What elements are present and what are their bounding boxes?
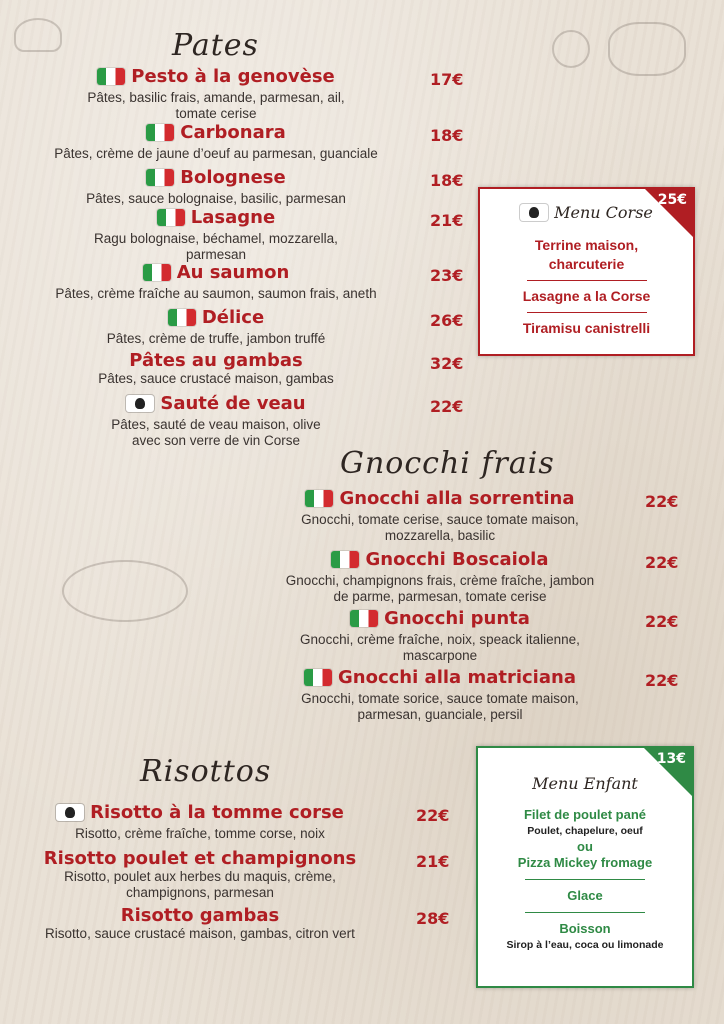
menu-item-title: Au saumon bbox=[176, 262, 290, 283]
italy-flag-icon bbox=[146, 169, 174, 186]
menu-item-price: 21€ bbox=[430, 211, 464, 230]
menu-item-description: parmesan bbox=[185, 247, 247, 262]
menu-item-description: Risotto, sauce crustacé maison, gambas, citron vert bbox=[45, 926, 355, 941]
italy-flag-icon bbox=[305, 490, 333, 507]
menu-item-name bbox=[146, 122, 285, 143]
menu-item-title: Gnocchi punta bbox=[384, 608, 530, 629]
menu-item-description: Ragu bolognaise, béchamel, mozzarella, bbox=[94, 231, 338, 246]
menu-item-price: 28€ bbox=[416, 909, 450, 928]
menu-item-name bbox=[97, 66, 334, 87]
menu-enfant-box bbox=[476, 746, 694, 988]
menu-item bbox=[240, 549, 640, 605]
menu-enfant-line: Sirop à l’eau, coca ou limonade bbox=[506, 939, 664, 951]
italy-flag-icon bbox=[143, 264, 171, 281]
menu-item-name bbox=[157, 207, 275, 228]
menu-corse-title: Menu Corse bbox=[554, 203, 653, 222]
corsica-flag-icon bbox=[126, 395, 154, 412]
menu-item-title: Gnocchi alla sorrentina bbox=[339, 488, 575, 509]
corsica-flag-icon bbox=[56, 804, 84, 821]
menu-item-description: Gnocchi, crème fraîche, noix, speack italienne, bbox=[300, 632, 580, 647]
pates-title: Pates bbox=[172, 28, 259, 63]
menu-item-price: 22€ bbox=[645, 671, 679, 690]
menu-item bbox=[16, 262, 416, 302]
plate-sketch-icon bbox=[62, 560, 188, 622]
italy-flag-icon bbox=[304, 669, 332, 686]
menu-item-price: 17€ bbox=[430, 70, 464, 89]
menu-corse-item: Tiramisu canistrelli bbox=[522, 320, 651, 336]
menu-item bbox=[16, 350, 416, 387]
menu-item-description: Pâtes, sauce crustacé maison, gambas bbox=[98, 371, 334, 386]
menu-item-description: Pâtes, crème de jaune d’oeuf au parmesan, guanciale bbox=[54, 146, 378, 161]
menu-item-price: 18€ bbox=[430, 171, 464, 190]
menu-item-title: Lasagne bbox=[190, 207, 276, 228]
corsica-flag-icon bbox=[520, 204, 548, 221]
menu-item-price: 21€ bbox=[416, 852, 450, 871]
menu-item bbox=[16, 393, 416, 449]
menu-item bbox=[240, 608, 640, 664]
menu-item-price: 22€ bbox=[645, 553, 679, 572]
menu-item-name bbox=[143, 262, 290, 283]
menu-item-title: Bolognese bbox=[180, 167, 286, 188]
menu-item-description: parmesan, guanciale, persil bbox=[357, 707, 523, 722]
italy-flag-icon bbox=[331, 551, 359, 568]
menu-item bbox=[240, 667, 640, 723]
italy-flag-icon bbox=[157, 209, 185, 226]
menu-item-title: Pâtes au gambas bbox=[129, 350, 303, 371]
menu-item-description: Gnocchi, champignons frais, crème fraîche, jambon bbox=[285, 573, 595, 588]
divider bbox=[525, 879, 645, 880]
menu-item-description: Risotto, poulet aux herbes du maquis, crème, bbox=[64, 869, 336, 884]
divider bbox=[527, 312, 647, 313]
menu-item-description: mozzarella, basilic bbox=[384, 528, 496, 543]
menu-corse-item: Terrine maison, bbox=[534, 237, 639, 253]
menu-item-description: Pâtes, basilic frais, amande, parmesan, ail, bbox=[87, 90, 345, 105]
menu-item bbox=[0, 848, 400, 901]
menu-corse-price: 25€ bbox=[657, 192, 687, 208]
menu-item-title: Risotto à la tomme corse bbox=[90, 802, 344, 823]
menu-item-description: de parme, parmesan, tomate cerise bbox=[333, 589, 547, 604]
menu-item-description: Gnocchi, tomate cerise, sauce tomate maison, bbox=[301, 512, 579, 527]
menu-item-name bbox=[146, 167, 285, 188]
menu-item-price: 32€ bbox=[430, 354, 464, 373]
menu-item-title: Risotto gambas bbox=[120, 905, 280, 926]
menu-corse-item: charcuterie bbox=[548, 256, 625, 272]
menu-item-description: Risotto, crème fraîche, tomme corse, noix bbox=[75, 826, 325, 841]
menu-item-description: Pâtes, crème fraîche au saumon, saumon frais, aneth bbox=[55, 286, 377, 301]
italy-flag-icon bbox=[350, 610, 378, 627]
menu-item-price: 22€ bbox=[645, 612, 679, 631]
gnocchi-title: Gnocchi frais bbox=[340, 446, 555, 481]
menu-item-description: Pâtes, sauté de veau maison, olive bbox=[111, 417, 321, 432]
menu-enfant-line: Pizza Mickey fromage bbox=[517, 855, 653, 870]
menu-item-title: Pesto à la genovèse bbox=[131, 66, 335, 87]
menu-item-price: 22€ bbox=[645, 492, 679, 511]
menu-item-name bbox=[121, 905, 279, 926]
menu-item-title: Délice bbox=[201, 307, 265, 328]
menu-item-title: Sauté de veau bbox=[160, 393, 306, 414]
menu-item-description: avec son verre de vin Corse bbox=[131, 433, 301, 448]
menu-item-description: tomate cerise bbox=[175, 106, 257, 121]
menu-item-name bbox=[350, 608, 530, 629]
lemon-sketch-icon bbox=[552, 30, 590, 68]
menu-item-name bbox=[126, 393, 305, 414]
divider bbox=[525, 912, 645, 913]
menu-corse-item: Lasagne a la Corse bbox=[522, 288, 651, 304]
menu-item bbox=[16, 307, 416, 347]
menu-item bbox=[16, 207, 416, 263]
menu-item bbox=[16, 66, 416, 122]
menu-item-name bbox=[168, 307, 264, 328]
menu-item-price: 22€ bbox=[416, 806, 450, 825]
menu-enfant-line: Glace bbox=[567, 888, 603, 903]
menu-enfant-line: Boisson bbox=[559, 921, 611, 936]
divider bbox=[527, 280, 647, 281]
menu-enfant-title: Menu Enfant bbox=[532, 774, 638, 793]
menu-item-name bbox=[305, 488, 574, 509]
mushroom-sketch-icon bbox=[14, 18, 62, 52]
risottos-title: Risottos bbox=[140, 754, 272, 789]
menu-item bbox=[0, 905, 400, 942]
italy-flag-icon bbox=[168, 309, 196, 326]
italy-flag-icon bbox=[146, 124, 174, 141]
menu-item-price: 18€ bbox=[430, 126, 464, 145]
menu-item-description: Gnocchi, tomate sorice, sauce tomate maison, bbox=[301, 691, 579, 706]
menu-item-name bbox=[44, 848, 356, 869]
menu-corse-box bbox=[478, 187, 695, 356]
menu-item-name bbox=[331, 549, 548, 570]
menu-enfant-line: Filet de poulet pané bbox=[523, 807, 647, 822]
menu-item-description: Pâtes, sauce bolognaise, basilic, parmesan bbox=[86, 191, 346, 206]
menu-item bbox=[0, 802, 400, 842]
menu-item-description: Pâtes, crème de truffe, jambon truffé bbox=[106, 331, 326, 346]
italy-flag-icon bbox=[97, 68, 125, 85]
pasta-fork-sketch-icon bbox=[608, 22, 686, 76]
menu-item bbox=[16, 122, 416, 162]
menu-item-title: Carbonara bbox=[180, 122, 286, 143]
menu-enfant-line: Poulet, chapelure, oeuf bbox=[527, 825, 643, 837]
menu-item-name bbox=[129, 350, 302, 371]
menu-item bbox=[240, 488, 640, 544]
menu-enfant-line: ou bbox=[577, 839, 593, 854]
menu-item-description: champignons, parmesan bbox=[126, 885, 274, 900]
menu-item bbox=[16, 167, 416, 207]
menu-item-price: 23€ bbox=[430, 266, 464, 285]
menu-item-description: mascarpone bbox=[402, 648, 478, 663]
menu-item-title: Risotto poulet et champignons bbox=[43, 848, 357, 869]
menu-item-name bbox=[56, 802, 344, 823]
menu-item-name bbox=[304, 667, 576, 688]
menu-item-title: Gnocchi alla matriciana bbox=[338, 667, 576, 688]
menu-item-price: 26€ bbox=[430, 311, 464, 330]
menu-item-price: 22€ bbox=[430, 397, 464, 416]
menu-item-title: Gnocchi Boscaiola bbox=[365, 549, 549, 570]
menu-enfant-price: 13€ bbox=[656, 751, 686, 767]
